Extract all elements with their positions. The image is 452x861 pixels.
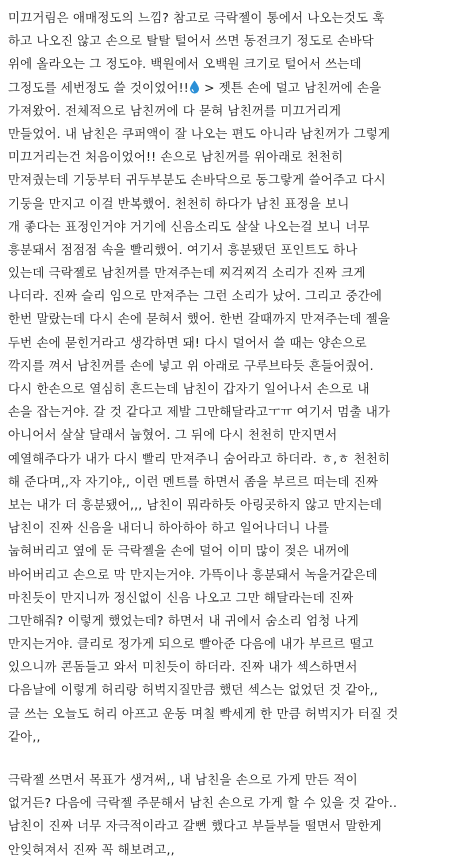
text-line-content: 한번 말랐는데 다시 손에 묻혀서 했어. 한번 갈때까지 만져주는데 젤을 [8,311,391,327]
text-line [8,29,444,52]
text-line [8,76,444,99]
text-line [8,725,444,748]
text-line-content: 있는데 극락젤로 남친꺼를 만져주는데 찌걱찌걱 소리가 진짜 크게 [8,265,366,281]
text-line-content: 만지는거야. 클리로 정가게 되으로 빨아준 다음에 내가 부르르 떨고 [8,636,374,652]
text-line [8,99,444,122]
water-drop-icon [189,80,200,94]
text-line-content: 눕혀버리고 옆에 둔 극락젤을 손에 덜어 이미 많이 젖은 내꺼에 [8,543,350,559]
text-line [8,632,444,655]
text-line-content: 하고 나오진 않고 손으로 탈탈 털어서 쓰면 동전크기 정도로 손바닥 [8,33,374,49]
text-line [8,768,444,791]
text-line-content: 그만해줘? 이렇게 했었는데? 하면서 내 귀에서 숨소리 엄청 나게 [8,612,359,628]
text-line-content: 흥분돼서 점점점 속을 빨리했어. 여기서 흥분됐던 포인트도 하나 [8,241,358,257]
text-line [8,284,444,307]
text-line-content: 다음날에 이렇게 허리랑 허벅지질만큼 했던 섹스는 없었던 것 같아,, [8,682,378,698]
text-line [8,354,444,377]
text-line [8,586,444,609]
text-line-content: 없거든? 다음에 극락젤 주문해서 남친 손으로 가게 할 수 있을 것 같아.. [8,795,398,811]
text-line [8,791,444,814]
text-line-content: 가져왔어. 전체적으로 남친꺼에 다 묻혀 남친꺼를 미끄거리게 [8,102,342,118]
text-line [8,423,444,446]
text-line [8,261,444,284]
text-line [8,400,444,423]
text-line-content: 깍지를 껴서 남친꺼를 손에 넣고 위 아래로 구루브타듯 흔들어줬어. [8,357,374,373]
text-line-content: 기둥을 만지고 이걸 반복했어. 천천히 하다가 남친 표정을 보니 [8,195,350,211]
text-line [8,192,444,215]
text-line [8,331,444,354]
text-line-suffix: > 젯튼 손에 덜고 남친꺼에 손을 [199,79,382,95]
text-line-content: 만져줬는데 기둥부터 귀두부분도 손바닥으로 동그랗게 쓸어주고 다시 [8,172,386,188]
text-line [8,377,444,400]
text-line-content: 보는 내가 더 흥분됐어,,, 남친이 뭐라하듯 아링곳하지 않고 만지는데 [8,496,383,512]
text-line-content: 남친이 진짜 너무 자극적이라고 갈뻔 했다고 부들부들 떨면서 말한게 [8,818,382,834]
text-line-content: 있으니까 콘돔들고 와서 미친듯이 하더라. 진짜 내가 섹스하면서 [8,659,358,675]
text-line [8,516,444,539]
post-paragraph [8,6,444,748]
text-line-content: 미끄거리는건 처음이었어!! 손으로 남친꺼를 위아래로 천천히 [8,149,344,165]
text-line-content: 다시 한손으로 열심히 흔드는데 남친이 갑자기 일어나서 손으로 내 [8,381,370,396]
text-line [8,609,444,632]
text-line-content: 위에 올라오는 그 정도야. 백원에서 오백원 크기로 털어서 쓰는데 [8,56,362,72]
text-line-content: 마친듯이 만지니까 정신없이 신음 나오고 그만 해달라는데 진짜 [8,589,354,605]
text-line-content: 만들었어. 내 남친은 쿠퍼액이 잘 나오는 편도 아니라 남친꺼가 그렇게 [8,125,391,141]
text-line [8,539,444,562]
text-line [8,678,444,701]
text-line [8,52,444,75]
post-paragraph [8,768,444,861]
text-line-content: 남친이 진짜 신음을 내더니 하아하아 하고 일어나더니 나를 [8,520,330,536]
text-line [8,447,444,470]
text-line [8,470,444,493]
text-line [8,215,444,238]
text-line [8,307,444,330]
text-line [8,702,444,725]
text-line-content: 극락젤 쓰면서 목표가 생겨써,, 내 남친을 손으로 가게 만든 적이 [8,772,358,787]
text-line [8,168,444,191]
text-line-content: 바어버리고 손으로 막 만지는거야. 가뜩이나 흥분돼서 녹을거같은데 [8,566,378,582]
text-line-content: 손을 잡는거야. 갈 것 같다고 제발 그만해달라고ㅜㅠ 여기서 멈출 내가 [8,404,391,420]
text-line-content: 두번 손에 묻힌거라고 생각하면 돼! 다시 덜어서 쓸 때는 양손으로 [8,334,367,350]
text-line-content: 같아,, [8,728,41,744]
text-line [8,655,444,678]
text-line [8,814,444,837]
text-line-content: 미끄거림은 애매정도의 느낌? 참고로 극락젤이 통에서 나오는것도 훅 [8,10,385,25]
text-line-content: 해 준다며,,자 자기야,, 이런 멘트를 하면서 좀을 부르르 떠는데 진짜 [8,473,379,489]
text-line [8,238,444,261]
text-line [8,6,444,29]
text-line [8,145,444,168]
text-line-content: 개 좋다는 표정인거야 거기에 신음소리도 살살 나오는걸 보니 너무 [8,218,370,234]
text-line [8,563,444,586]
text-line-content: 예열해주다가 내가 다시 빨리 만져주니 숨어라고 하더라. ㅎ,ㅎ 천천히 [8,450,391,466]
text-line [8,838,444,861]
text-line [8,122,444,145]
text-line-content: 안잊혀져서 진짜 꼭 해보려고,, [8,841,175,857]
text-line-content: 글 쓰는 오늘도 허리 아프고 운동 며칠 빡세게 한 만큼 허벅지가 터질 것 [8,705,399,721]
text-line-content: 아니어서 살살 달래서 눕혔어. 그 뒤에 다시 천천히 만지면서 [8,427,338,443]
text-line-content: 그정도를 세번정도 쓸 것이었어!! [8,79,189,95]
text-line-content: 나더라. 진짜 슬리 임으로 만져주는 그런 소리가 났어. 그리고 중간에 [8,288,383,304]
text-line [8,493,444,516]
